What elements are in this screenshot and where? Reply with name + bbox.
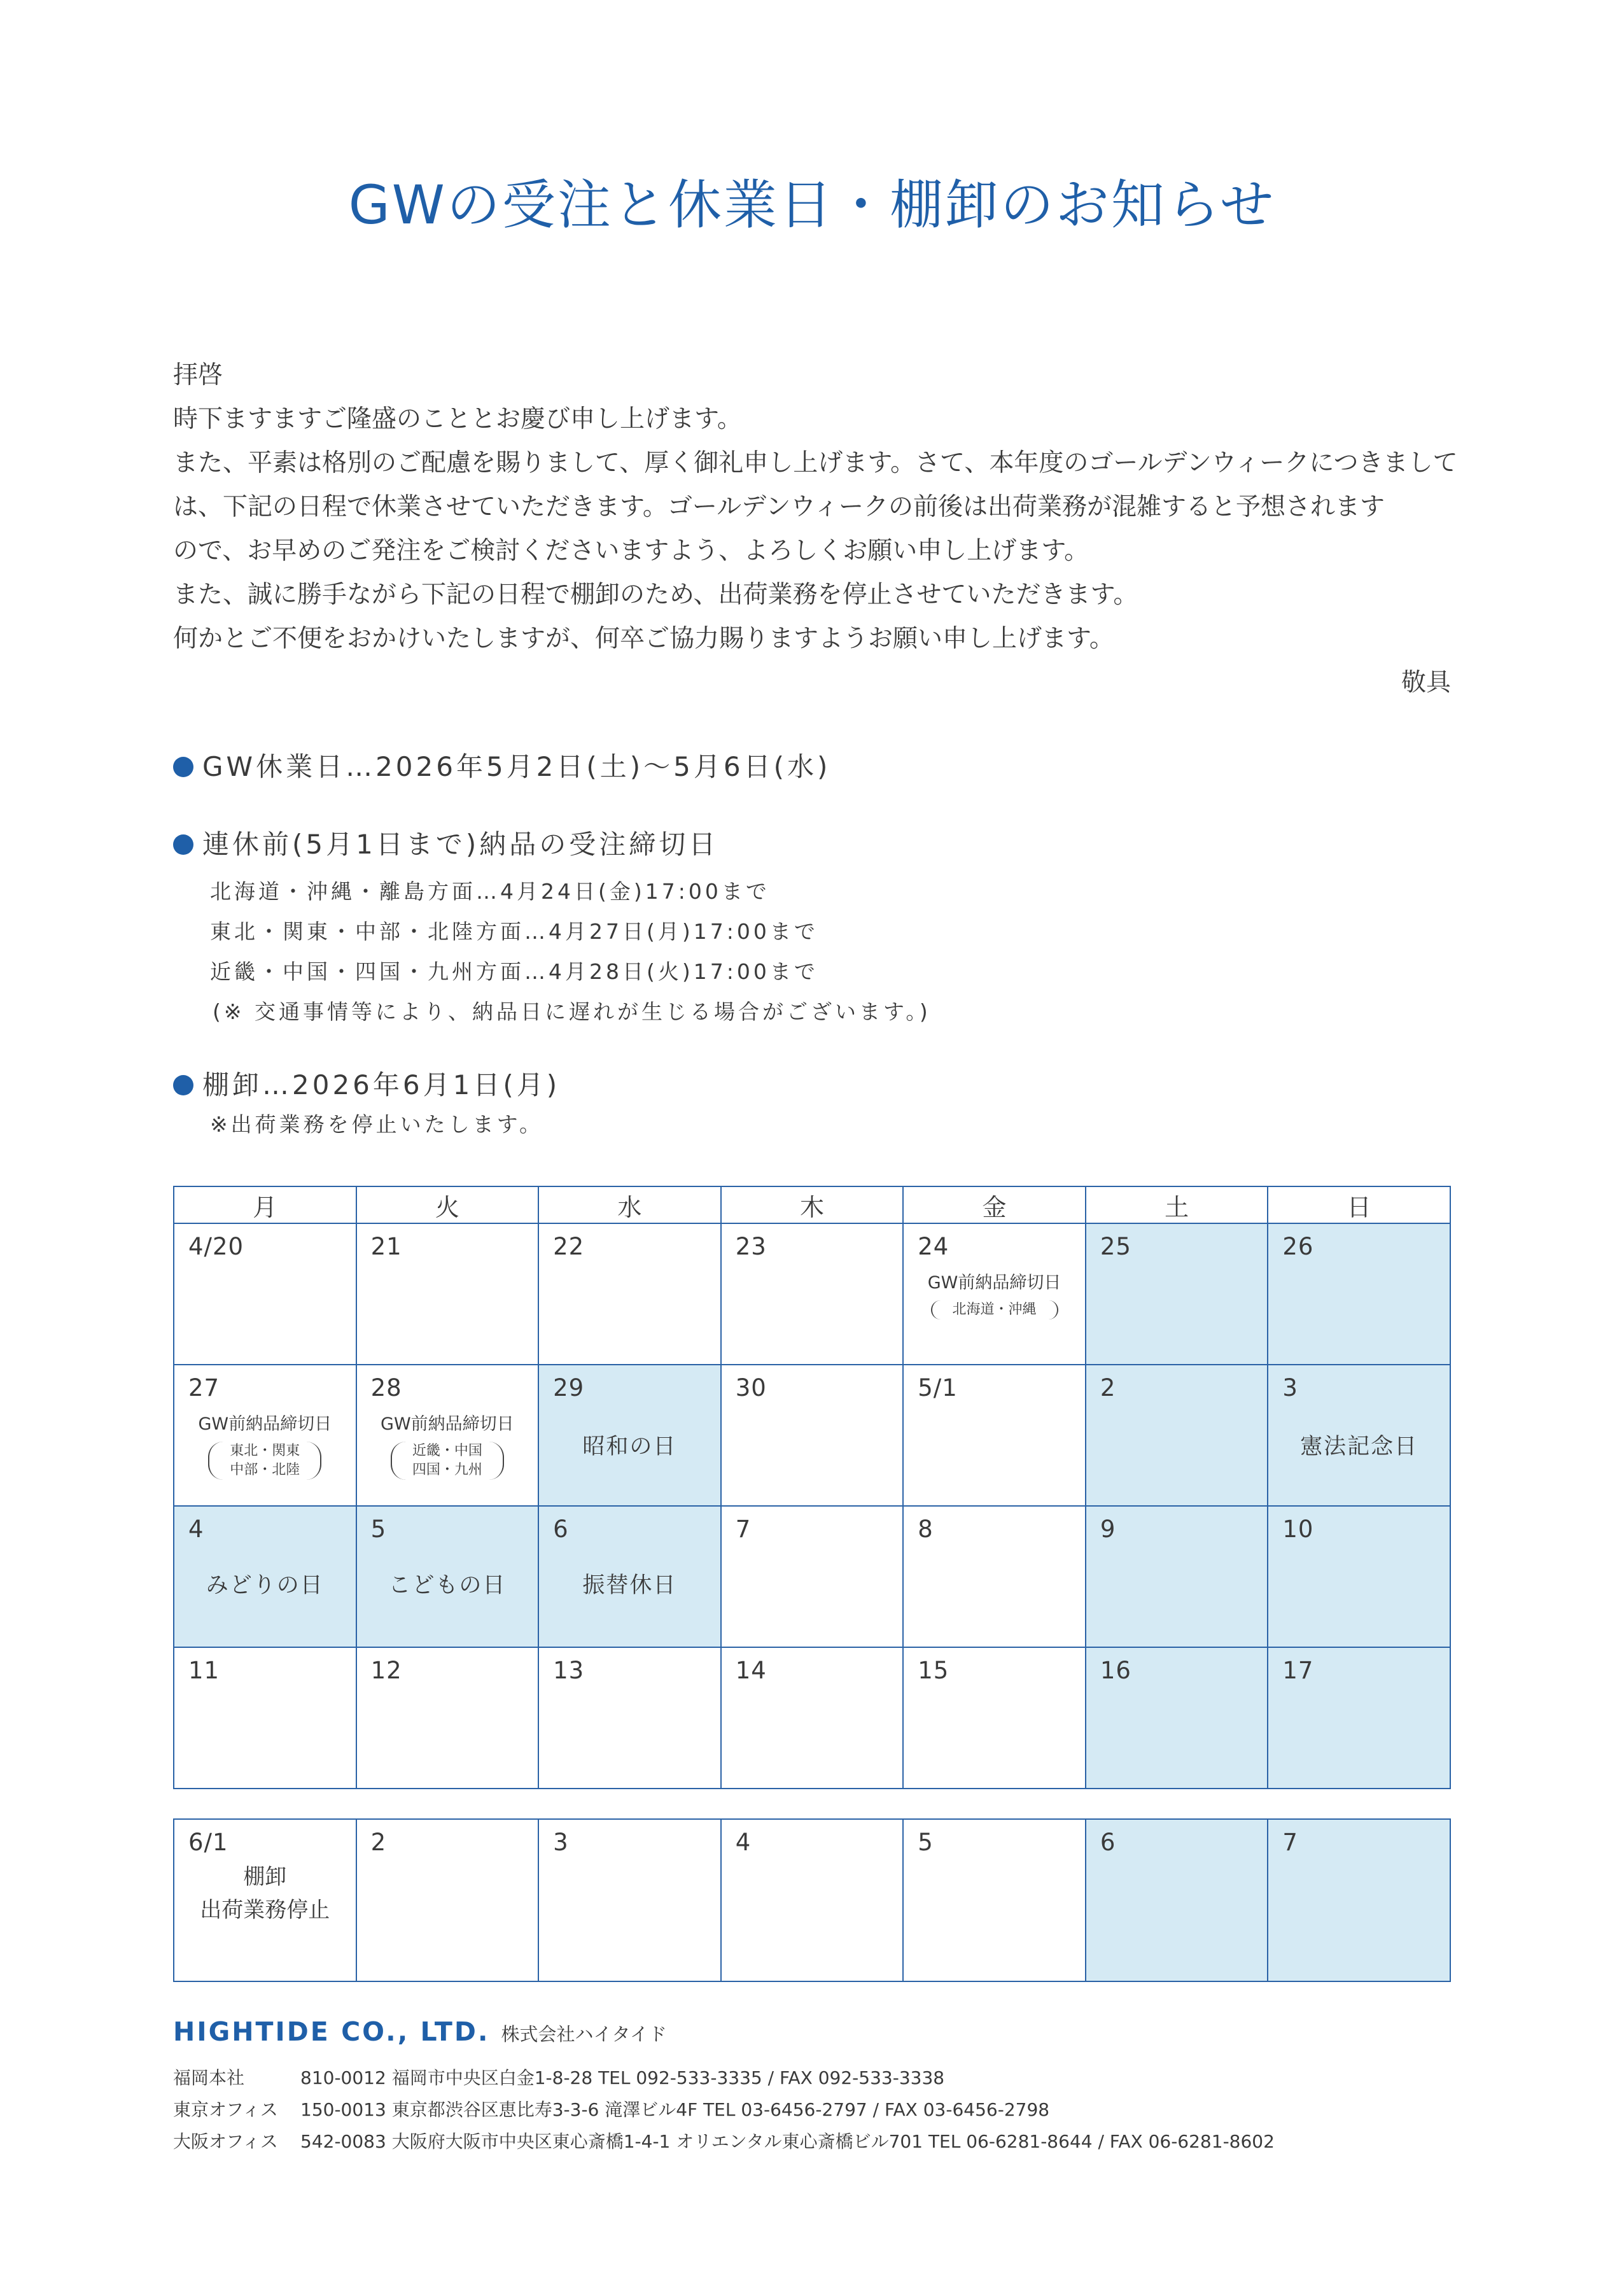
letter-line: 時下ますますご隆盛のこととお慶び申し上げます。 xyxy=(173,405,742,433)
day-number: 5 xyxy=(918,1829,934,1856)
deadline-section xyxy=(173,826,1451,1032)
day-cell xyxy=(903,1819,1086,1981)
event-label: GW前納品締切日 xyxy=(381,1414,514,1434)
day-cell xyxy=(174,1223,356,1365)
region-label xyxy=(208,1442,321,1480)
day-cell xyxy=(356,1647,539,1789)
day-cell xyxy=(721,1365,904,1506)
company-name-ja: 株式会社ハイタイド xyxy=(501,2023,667,2045)
day-number: 15 xyxy=(918,1657,949,1684)
event-label: 棚卸 xyxy=(243,1864,287,1890)
office-info: 810-0012 福岡市中央区白金1-8-28 TEL 092-533-3335 / FAX 092-533-3338 xyxy=(300,2067,945,2088)
office-row xyxy=(173,2126,1275,2158)
day-number: 2 xyxy=(370,1829,387,1856)
day-cell-holiday xyxy=(1268,1819,1450,1981)
event-label: 出荷業務停止 xyxy=(200,1897,330,1923)
holiday-text: GW休業日…2026年5月2日(土)〜5月6日(水) xyxy=(202,751,831,782)
day-number: 4 xyxy=(735,1829,752,1856)
weekday-label: 日 xyxy=(1268,1186,1450,1223)
region-text: 中部・北陸 xyxy=(230,1462,300,1478)
day-number: 30 xyxy=(735,1374,767,1402)
day-cell-holiday xyxy=(1268,1506,1450,1647)
day-cell-holiday xyxy=(538,1506,721,1647)
day-cell xyxy=(721,1647,904,1789)
day-cell xyxy=(174,1819,356,1981)
inventory-section xyxy=(173,1066,1451,1144)
inventory-note: ※出荷業務を停止いたします。 xyxy=(210,1112,544,1137)
deadline-item: 東北・関東・中部・北陸方面…4月27日(月)17:00まで xyxy=(210,919,818,944)
day-cell-holiday xyxy=(1086,1365,1268,1506)
inventory-heading: 棚卸…2026年6月1日(月) xyxy=(202,1069,561,1100)
weekday-label: 木 xyxy=(721,1186,904,1223)
calendar-table xyxy=(173,1186,1451,1789)
page-title: GWの受注と休業日・棚卸のお知らせ xyxy=(348,174,1276,236)
day-number: 4 xyxy=(188,1515,204,1543)
calendar-week xyxy=(174,1365,1450,1506)
office-name: 東京オフィス xyxy=(173,2099,278,2120)
day-cell xyxy=(538,1819,721,1981)
day-number: 16 xyxy=(1100,1657,1131,1684)
region-text: 四国・九州 xyxy=(412,1462,482,1478)
calendar-table-june xyxy=(173,1818,1451,1982)
day-number: 11 xyxy=(188,1657,220,1684)
day-cell-holiday xyxy=(1086,1506,1268,1647)
day-number: 22 xyxy=(553,1233,585,1260)
day-cell-holiday xyxy=(1268,1365,1450,1506)
office-row xyxy=(173,2094,1275,2126)
letter-line: 拝啓 xyxy=(173,361,223,390)
day-number: 6 xyxy=(553,1515,569,1543)
deadline-item: 北海道・沖縄・離島方面…4月24日(金)17:00まで xyxy=(210,879,770,904)
day-number: 25 xyxy=(1100,1233,1131,1260)
day-number: 26 xyxy=(1282,1233,1314,1260)
holiday-label: こどもの日 xyxy=(388,1573,507,1598)
day-cell xyxy=(721,1506,904,1647)
day-number: 4/20 xyxy=(188,1233,244,1260)
letter-line: また、誠に勝手ながら下記の日程で棚卸のため、出荷業務を停止させていただきます。 xyxy=(173,580,1138,609)
day-number: 14 xyxy=(735,1657,767,1684)
day-cell xyxy=(721,1223,904,1365)
day-number: 2 xyxy=(1100,1374,1116,1402)
day-cell xyxy=(356,1223,539,1365)
bullet-dot-icon xyxy=(173,834,193,855)
region-text: 北海道・沖縄 xyxy=(952,1302,1037,1318)
day-number: 6/1 xyxy=(188,1829,228,1856)
day-number: 5 xyxy=(370,1515,387,1543)
day-cell-holiday xyxy=(1268,1223,1450,1365)
region-text: 東北・関東 xyxy=(230,1443,300,1459)
company-name xyxy=(173,2016,667,2047)
event-label: GW前納品締切日 xyxy=(198,1414,332,1434)
day-cell xyxy=(538,1647,721,1789)
day-number: 17 xyxy=(1282,1657,1314,1684)
day-number: 21 xyxy=(370,1233,402,1260)
holiday-label: みどりの日 xyxy=(206,1573,324,1598)
day-number: 24 xyxy=(918,1233,949,1260)
deadline-event xyxy=(904,1272,1085,1319)
day-number: 8 xyxy=(918,1515,934,1543)
day-cell-holiday xyxy=(356,1506,539,1647)
office-info: 542-0083 大阪府大阪市中央区東心斎橋1-4-1 オリエンタル東心斎橋ビル701 TEL 06-6281-8644 / FAX 06-6281-8602 xyxy=(300,2131,1275,2152)
holiday-label: 振替休日 xyxy=(582,1573,677,1598)
day-number: 7 xyxy=(1282,1829,1298,1856)
region-label xyxy=(931,1300,1058,1319)
day-cell-holiday xyxy=(1086,1647,1268,1789)
letter-body xyxy=(173,353,1458,705)
day-cell xyxy=(174,1365,356,1506)
day-cell xyxy=(903,1365,1086,1506)
weekday-header-row xyxy=(174,1186,1450,1223)
day-cell xyxy=(903,1647,1086,1789)
office-list xyxy=(173,2062,1275,2158)
region-label xyxy=(391,1442,504,1480)
office-row xyxy=(173,2062,1275,2094)
office-name: 大阪オフィス xyxy=(173,2131,278,2152)
day-cell-holiday xyxy=(174,1506,356,1647)
letter-closing: 敬具 xyxy=(1401,668,1451,697)
calendar-week xyxy=(174,1647,1450,1789)
day-number: 29 xyxy=(553,1374,585,1402)
region-text: 近畿・中国 xyxy=(412,1443,482,1459)
calendar-week xyxy=(174,1223,1450,1365)
day-number: 9 xyxy=(1100,1515,1116,1543)
day-cell xyxy=(538,1223,721,1365)
deadline-note: (※ 交通事情等により、納品日に遅れが生じる場合がございます。) xyxy=(213,999,931,1024)
deadline-heading: 連休前(5月1日まで)納品の受注締切日 xyxy=(202,829,719,860)
day-cell xyxy=(903,1506,1086,1647)
day-number: 6 xyxy=(1100,1829,1116,1856)
day-cell xyxy=(356,1365,539,1506)
calendar-week xyxy=(174,1819,1450,1981)
letter-line: また、平素は格別のご配慮を賜りまして、厚く御礼申し上げます。さて、本年度のゴールデンウィークにつきまして xyxy=(173,449,1458,477)
day-cell xyxy=(356,1819,539,1981)
day-cell xyxy=(903,1223,1086,1365)
letter-line: ので、お早めのご発注をご検討くださいますよう、よろしくお願い申し上げます。 xyxy=(173,537,1089,565)
day-number: 3 xyxy=(553,1829,569,1856)
event-label: GW前納品締切日 xyxy=(927,1273,1061,1293)
day-cell-holiday xyxy=(1086,1223,1268,1365)
weekday-label: 水 xyxy=(538,1186,721,1223)
day-number: 12 xyxy=(370,1657,402,1684)
day-number: 27 xyxy=(188,1374,220,1402)
day-number: 7 xyxy=(735,1515,752,1543)
deadline-item: 近畿・中国・四国・九州方面…4月28日(火)17:00まで xyxy=(210,959,818,984)
day-cell-holiday xyxy=(1268,1647,1450,1789)
holiday-label: 昭和の日 xyxy=(582,1434,677,1459)
day-cell xyxy=(174,1647,356,1789)
day-number: 28 xyxy=(370,1374,402,1402)
calendar-week xyxy=(174,1506,1450,1647)
day-cell-holiday xyxy=(1086,1819,1268,1981)
weekday-label: 火 xyxy=(356,1186,539,1223)
holiday-label: 憲法記念日 xyxy=(1300,1434,1418,1459)
bullet-dot-icon xyxy=(173,1075,193,1095)
weekday-label: 土 xyxy=(1086,1186,1268,1223)
day-number: 13 xyxy=(553,1657,585,1684)
letter-line: 何かとご不便をおかけいたしますが、何卒ご協力賜りますようお願い申し上げます。 xyxy=(173,624,1114,653)
letter-line: は、下記の日程で休業させていただきます。ゴールデンウィークの前後は出荷業務が混雑すると予想されます xyxy=(173,493,1385,521)
day-number: 10 xyxy=(1282,1515,1314,1543)
day-number: 5/1 xyxy=(918,1374,958,1402)
bullet-dot-icon xyxy=(173,757,193,777)
deadline-event xyxy=(174,1414,356,1480)
weekday-label: 月 xyxy=(174,1186,356,1223)
weekday-label: 金 xyxy=(903,1186,1086,1223)
day-number: 3 xyxy=(1282,1374,1298,1402)
company-name-en: HIGHTIDE CO., LTD. xyxy=(173,2016,490,2047)
day-cell xyxy=(721,1819,904,1981)
day-number: 23 xyxy=(735,1233,767,1260)
day-cell-holiday xyxy=(538,1365,721,1506)
office-info: 150-0013 東京都渋谷区恵比寿3-3-6 滝澤ビル4F TEL 03-6456-2797 / FAX 03-6456-2798 xyxy=(300,2099,1050,2120)
office-name: 福岡本社 xyxy=(173,2067,245,2088)
inventory-event xyxy=(174,1860,356,1927)
deadline-event xyxy=(357,1414,538,1480)
holiday-section xyxy=(173,748,1451,786)
